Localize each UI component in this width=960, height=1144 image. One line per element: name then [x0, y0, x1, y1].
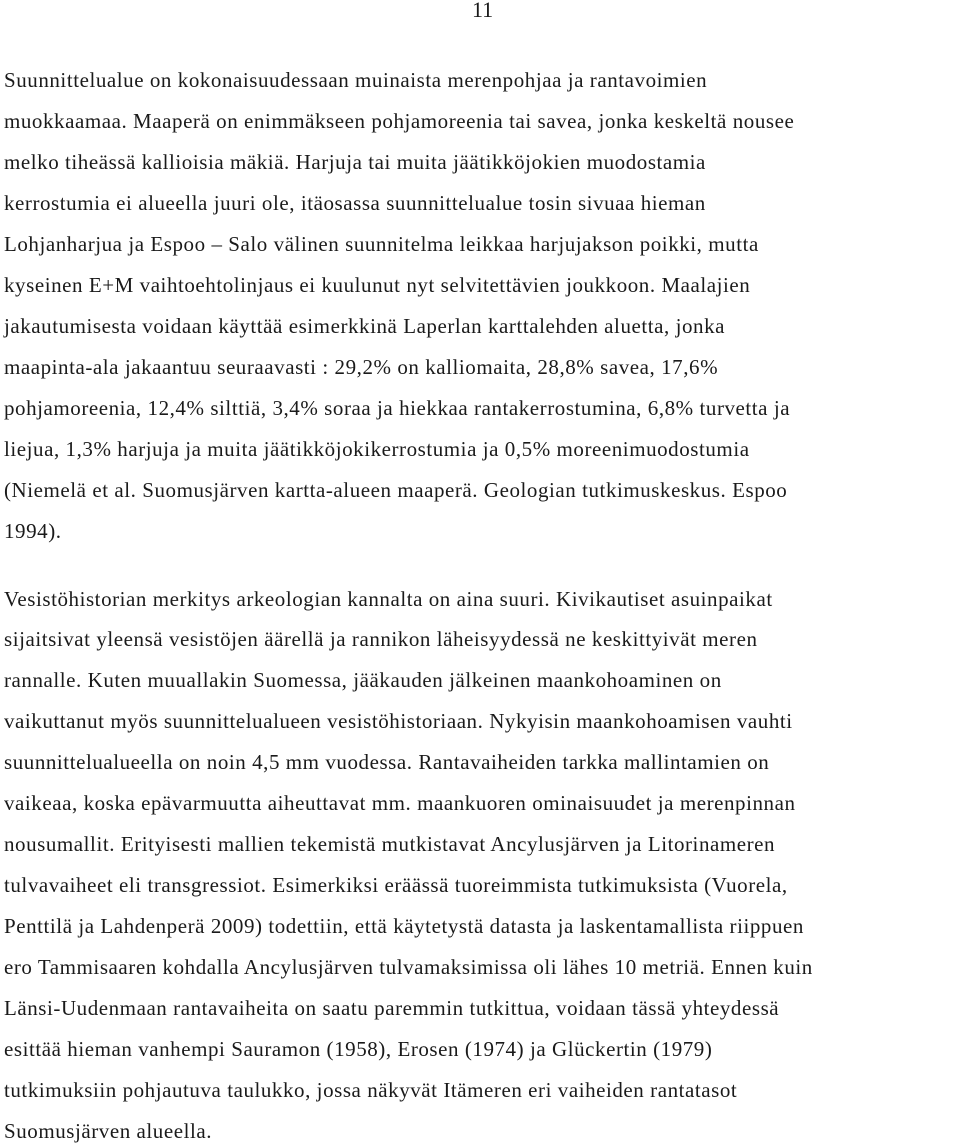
text-line: 1994).	[4, 519, 62, 543]
text-line: Länsi-Uudenmaan rantavaiheita on saatu paremmin tutkittua, voidaan tässä yhteydessä	[4, 996, 780, 1020]
text-line: melko tiheässä kallioisia mäkiä. Harjuja tai muita jäätikköjokien muodostamia	[4, 150, 706, 174]
text-line: kerrostumia ei alueella juuri ole, itäosassa suunnittelualue tosin sivuaa hieman	[4, 191, 706, 215]
page-number: 11	[472, 0, 494, 22]
text-line: suunnittelualueella on noin 4,5 mm vuodessa. Rantavaiheiden tarkka mallintamien on	[4, 750, 770, 774]
text-line: liejua, 1,3% harjuja ja muita jäätikköjokikerrostumia ja 0,5% moreenimuodostumia	[4, 437, 750, 461]
text-line: tutkimuksiin pohjautuva taulukko, jossa näkyvät Itämeren eri vaiheiden rantatasot	[4, 1078, 738, 1102]
text-line: kyseinen E+M vaihtoehtolinjaus ei kuulunut nyt selvitettävien joukkoon. Maalajien	[4, 273, 751, 297]
text-line: (Niemelä et al. Suomusjärven kartta-alueen maaperä. Geologian tutkimuskeskus. Espoo	[4, 478, 788, 502]
text-line: vaikuttanut myös suunnittelualueen vesistöhistoriaan. Nykyisin maankohoamisen vauhti	[4, 709, 793, 733]
text-line: Vesistöhistorian merkitys arkeologian kannalta on aina suuri. Kivikautiset asuinpaikat	[4, 587, 773, 611]
text-line: pohjamoreenia, 12,4% silttiä, 3,4% soraa ja hiekkaa rantakerrostumina, 6,8% turvetta ja	[4, 396, 791, 420]
text-line: Lohjanharjua ja Espoo – Salo välinen suunnitelma leikkaa harjujakson poikki, mutta	[4, 232, 759, 256]
text-line: nousumallit. Erityisesti mallien tekemistä mutkistavat Ancylusjärven ja Litorinameren	[4, 832, 776, 856]
text-line: jakautumisesta voidaan käyttää esimerkkinä Laperlan karttalehden aluetta, jonka	[4, 314, 726, 338]
text-line: vaikeaa, koska epävarmuutta aiheuttavat mm. maankuoren ominaisuudet ja merenpinnan	[4, 791, 796, 815]
text-line: Suunnittelualue on kokonaisuudessaan muinaista merenpohjaa ja rantavoimien	[4, 68, 708, 92]
text-line: ero Tammisaaren kohdalla Ancylusjärven tulvamaksimissa oli lähes 10 metriä. Ennen kuin	[4, 955, 813, 979]
text-line: Penttilä ja Lahdenperä 2009) todettiin, että käytetystä datasta ja laskentamallista riippuen	[4, 914, 804, 938]
text-line: esittää hieman vanhempi Sauramon (1958), Erosen (1974) ja Glückertin (1979)	[4, 1037, 713, 1061]
text-line: tulvavaiheet eli transgressiot. Esimerkiksi eräässä tuoreimmista tutkimuksista (Vuorela,	[4, 873, 788, 897]
text-line: Suomusjärven alueella.	[4, 1119, 213, 1143]
text-line: muokkaamaa. Maaperä on enimmäkseen pohjamoreenia tai savea, jonka keskeltä nousee	[4, 109, 795, 133]
text-line: rannalle. Kuten muuallakin Suomessa, jääkauden jälkeinen maankohoaminen on	[4, 668, 722, 692]
text-line: sijaitsivat yleensä vesistöjen äärellä ja rannikon läheisyydessä ne keskittyivät meren	[4, 627, 758, 651]
text-line: maapinta-ala jakaantuu seuraavasti : 29,2% on kalliomaita, 28,8% savea, 17,6%	[4, 355, 719, 379]
